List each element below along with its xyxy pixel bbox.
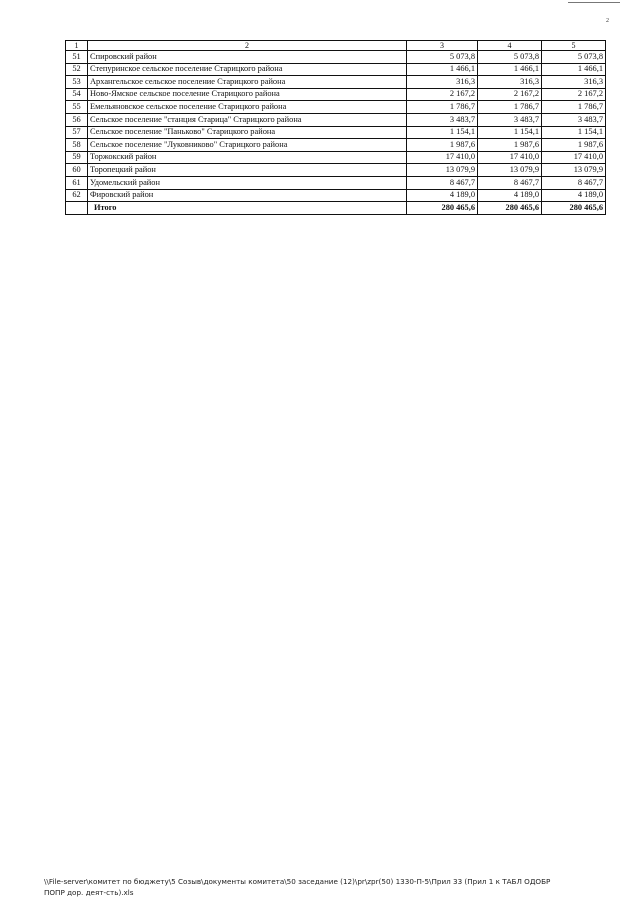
row-value-col3: 4 189,0 xyxy=(407,189,478,202)
table-row xyxy=(66,76,606,89)
table-body xyxy=(66,51,606,215)
row-number: 51 xyxy=(66,51,88,64)
row-name: Сельское поселение "Луковниково" Старицкого района xyxy=(88,139,407,152)
row-name: Сельское поселение "станция Старица" Старицкого района xyxy=(88,113,407,126)
row-name: Торопецкий район xyxy=(88,164,407,177)
table-row xyxy=(66,63,606,76)
row-value-col4: 1 154,1 xyxy=(478,126,542,139)
row-value-col5: 1 466,1 xyxy=(542,63,606,76)
header-col-1: 1 xyxy=(66,41,88,51)
row-value-col5: 8 467,7 xyxy=(542,176,606,189)
total-number xyxy=(66,202,88,215)
row-value-col5: 17 410,0 xyxy=(542,151,606,164)
row-value-col3: 1 466,1 xyxy=(407,63,478,76)
table-row xyxy=(66,88,606,101)
header-col-5: 5 xyxy=(542,41,606,51)
row-value-col3: 316,3 xyxy=(407,76,478,89)
top-edge-rule xyxy=(568,2,620,3)
table-row xyxy=(66,139,606,152)
table-row xyxy=(66,126,606,139)
row-number: 59 xyxy=(66,151,88,164)
row-value-col4: 13 079,9 xyxy=(478,164,542,177)
row-number: 56 xyxy=(66,113,88,126)
row-value-col3: 2 167,2 xyxy=(407,88,478,101)
row-number: 58 xyxy=(66,139,88,152)
table-row xyxy=(66,51,606,64)
row-number: 61 xyxy=(66,176,88,189)
row-value-col3: 1 987,6 xyxy=(407,139,478,152)
header-col-3: 3 xyxy=(407,41,478,51)
row-name: Архангельское сельское поселение Старицкого района xyxy=(88,76,407,89)
row-value-col4: 8 467,7 xyxy=(478,176,542,189)
row-value-col5: 1 987,6 xyxy=(542,139,606,152)
row-value-col5: 13 079,9 xyxy=(542,164,606,177)
row-value-col5: 3 483,7 xyxy=(542,113,606,126)
row-name: Емельяновское сельское поселение Старицкого района xyxy=(88,101,407,114)
row-name: Спировский район xyxy=(88,51,407,64)
row-value-col4: 4 189,0 xyxy=(478,189,542,202)
file-path-line-1: \\File-server\комитет по бюджету\5 Созыв\документы комитета\50 заседание (12)\pr\zpr(50) 1330-П-5\Прил 33 (Прил 1 к ТАБЛ ОДОБР xyxy=(44,877,551,886)
row-value-col5: 1 786,7 xyxy=(542,101,606,114)
file-path-footer xyxy=(44,876,624,898)
row-value-col3: 1 154,1 xyxy=(407,126,478,139)
row-value-col3: 3 483,7 xyxy=(407,113,478,126)
row-name: Удомельский район xyxy=(88,176,407,189)
table-row xyxy=(66,176,606,189)
total-value-col3: 280 465,6 xyxy=(407,202,478,215)
budget-table xyxy=(65,40,606,215)
row-number: 57 xyxy=(66,126,88,139)
row-value-col3: 1 786,7 xyxy=(407,101,478,114)
row-number: 52 xyxy=(66,63,88,76)
row-number: 55 xyxy=(66,101,88,114)
row-value-col5: 2 167,2 xyxy=(542,88,606,101)
table-row xyxy=(66,164,606,177)
row-value-col4: 1 987,6 xyxy=(478,139,542,152)
row-value-col4: 5 073,8 xyxy=(478,51,542,64)
row-name: Фировский район xyxy=(88,189,407,202)
row-value-col4: 1 466,1 xyxy=(478,63,542,76)
table-row xyxy=(66,113,606,126)
table-header xyxy=(66,41,606,51)
header-col-2: 2 xyxy=(88,41,407,51)
header-col-4: 4 xyxy=(478,41,542,51)
row-name: Степуринское сельское поселение Старицкого района xyxy=(88,63,407,76)
row-value-col5: 5 073,8 xyxy=(542,51,606,64)
table-row xyxy=(66,101,606,114)
row-value-col5: 1 154,1 xyxy=(542,126,606,139)
row-name: Ново-Ямское сельское поселение Старицкого района xyxy=(88,88,407,101)
row-value-col3: 17 410,0 xyxy=(407,151,478,164)
file-path-line-2: ПОПР дор. деят-сть).xls xyxy=(44,888,134,897)
table-row xyxy=(66,151,606,164)
total-name: Итого xyxy=(88,202,407,215)
budget-table-container xyxy=(65,40,605,215)
row-number: 54 xyxy=(66,88,88,101)
row-number: 60 xyxy=(66,164,88,177)
row-number: 62 xyxy=(66,189,88,202)
row-value-col5: 4 189,0 xyxy=(542,189,606,202)
row-name: Торжокский район xyxy=(88,151,407,164)
total-row xyxy=(66,202,606,215)
page-number: 2 xyxy=(606,18,609,24)
table-row xyxy=(66,189,606,202)
row-value-col4: 2 167,2 xyxy=(478,88,542,101)
row-number: 53 xyxy=(66,76,88,89)
row-value-col4: 3 483,7 xyxy=(478,113,542,126)
row-name: Сельское поселение "Паньково" Старицкого района xyxy=(88,126,407,139)
row-value-col4: 316,3 xyxy=(478,76,542,89)
total-value-col5: 280 465,6 xyxy=(542,202,606,215)
row-value-col4: 1 786,7 xyxy=(478,101,542,114)
row-value-col4: 17 410,0 xyxy=(478,151,542,164)
row-value-col3: 13 079,9 xyxy=(407,164,478,177)
row-value-col3: 8 467,7 xyxy=(407,176,478,189)
total-value-col4: 280 465,6 xyxy=(478,202,542,215)
row-value-col3: 5 073,8 xyxy=(407,51,478,64)
row-value-col5: 316,3 xyxy=(542,76,606,89)
header-row xyxy=(66,41,606,51)
